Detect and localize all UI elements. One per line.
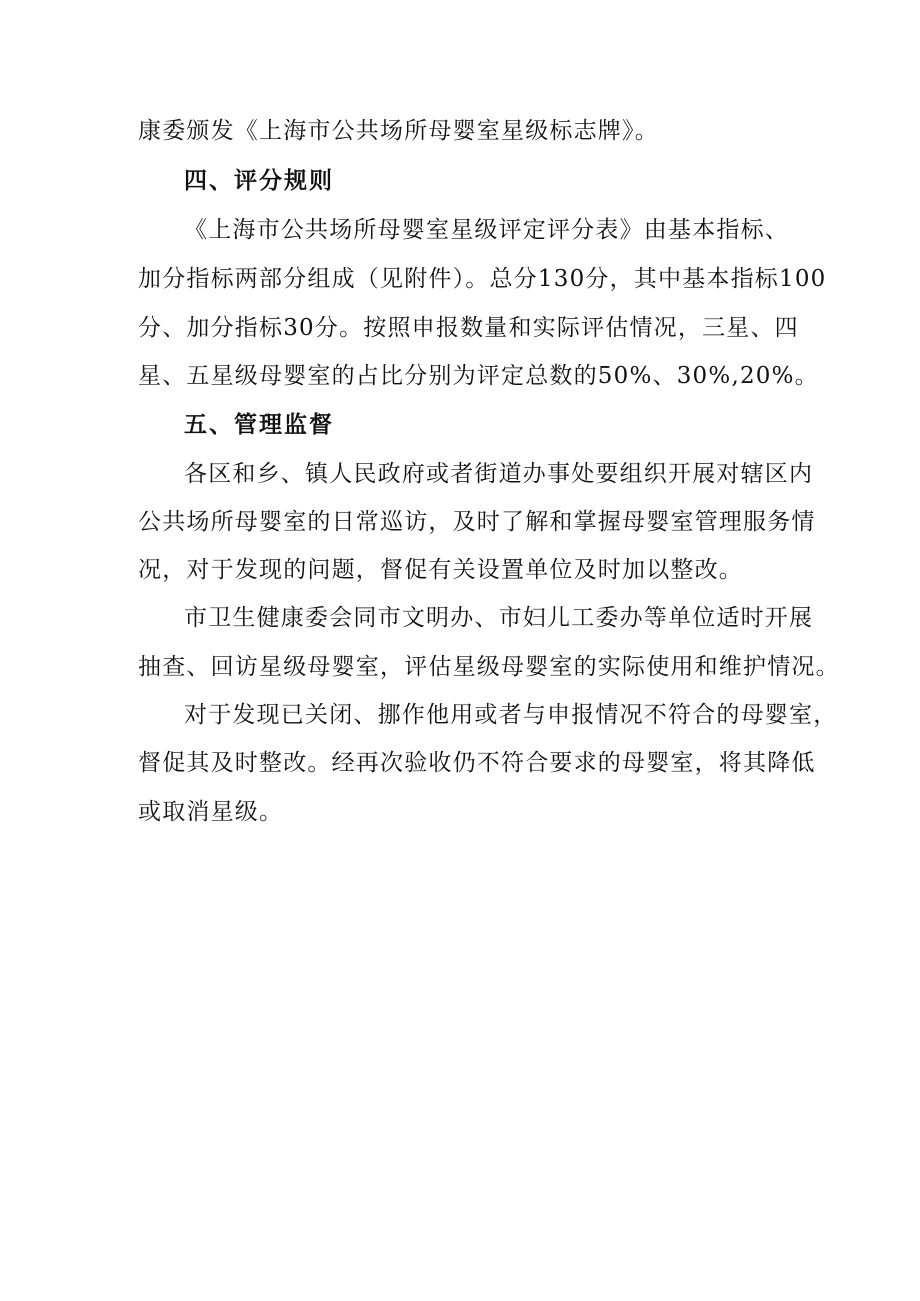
paragraph-line: 市卫生健康委会同市文明办、市妇儿工委办等单位适时开展: [184, 605, 814, 631]
paragraph-line: 各区和乡、镇人民政府或者街道办事处要组织开展对辖区内: [184, 461, 814, 487]
paragraph-line: 《上海市公共场所母婴室星级评定评分表》由基本指标、: [184, 217, 789, 243]
paragraph-line: 抽查、回访星级母婴室，评估星级母婴室的实际使用和维护情况。: [138, 654, 840, 680]
paragraph-line: 或取消星级。: [138, 799, 284, 825]
paragraph-line: 对于发现已关闭、挪作他用或者与申报情况不符合的母婴室，: [184, 702, 838, 728]
section-heading-scoring-rules: 四、评分规则: [184, 168, 334, 194]
paragraph-line: 况，对于发现的问题，督促有关设置单位及时加以整改。: [138, 557, 743, 583]
section-heading-management-supervision: 五、管理监督: [184, 412, 334, 438]
paragraph-line: 康委颁发《上海市公共场所母婴室星级标志牌》。: [138, 118, 659, 144]
paragraph-line: 加分指标两部分组成（见附件）。总分130分，其中基本指标100: [138, 266, 827, 292]
paragraph-line: 星、五星级母婴室的占比分别为评定总数的50%、30%,20%。: [138, 363, 819, 389]
paragraph-line: 分、加分指标30分。按照申报数量和实际评估情况，三星、四: [138, 315, 799, 341]
paragraph-line: 公共场所母婴室的日常巡访，及时了解和掌握母婴室管理服务情: [138, 509, 816, 535]
paragraph-line: 督促其及时整改。经再次验收仍不符合要求的母婴室，将其降低: [138, 750, 816, 776]
